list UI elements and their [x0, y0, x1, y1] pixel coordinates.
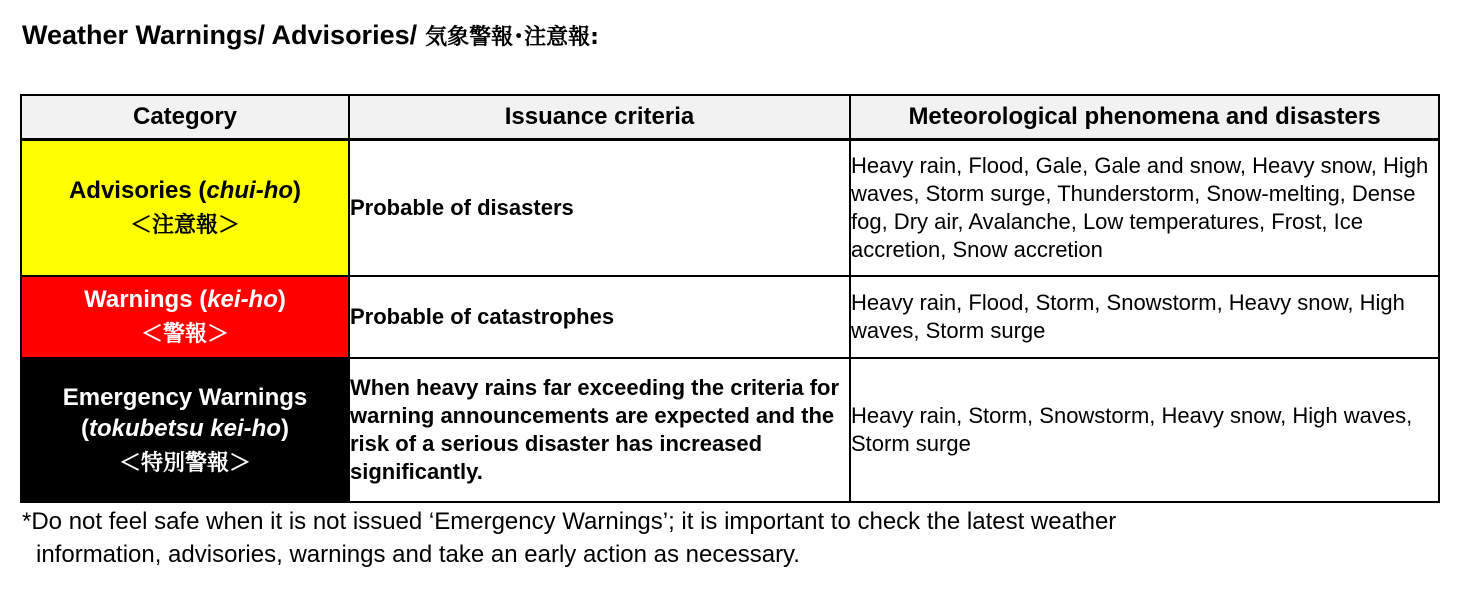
title-japanese: 気象警報･注意報:: [425, 25, 599, 50]
category-close: ): [281, 414, 289, 442]
header-category: Category: [21, 95, 349, 140]
warnings-table: [20, 94, 1440, 503]
category-close: ): [293, 177, 302, 204]
header-phenomena: Meteorological phenomena and disasters: [850, 95, 1439, 140]
footnote-line-2: information, advisories, warnings and take an early action as necessary.: [36, 541, 800, 568]
phenomena-advisories: Heavy rain, Flood, Gale, Gale and snow, Heavy snow, High waves, Storm surge, Thunderstorm, Snow-melting, Dense fog, Dry air, Avalanche, Low temperatures, Frost, Ice accretion, Snow accretion: [850, 140, 1439, 277]
category-japanese: ＜注意報＞: [129, 213, 240, 238]
criteria-advisories: Probable of disasters: [349, 140, 850, 277]
category-romaji: chui-ho: [206, 177, 294, 204]
phenomena-emergency-warnings: Heavy rain, Storm, Snowstorm, Heavy snow, High waves, Storm surge: [850, 358, 1439, 502]
category-japanese: ＜特別警報＞: [118, 450, 251, 476]
title-english: Weather Warnings/ Advisories/: [22, 20, 418, 50]
table-row-advisories: [21, 140, 1439, 277]
category-romaji: kei-ho: [207, 286, 278, 313]
category-label: Advisories (: [68, 177, 207, 204]
category-romaji: tokubetsu kei-ho: [88, 414, 281, 442]
phenomena-warnings: Heavy rain, Flood, Storm, Snowstorm, Heavy snow, High waves, Storm surge: [850, 276, 1439, 358]
category-label: Warnings (: [84, 286, 208, 313]
table-row-emergency-warnings: [21, 358, 1439, 502]
category-label: Emergency Warnings: [62, 383, 308, 411]
category-japanese: ＜警報＞: [140, 322, 229, 347]
category-warnings: [21, 276, 349, 358]
criteria-warnings: Probable of catastrophes: [349, 276, 850, 358]
category-close: ): [277, 286, 286, 313]
table-row-warnings: [21, 276, 1439, 358]
table-header-row: [21, 95, 1439, 140]
category-advisories: [21, 140, 349, 277]
category-emergency-warnings: [21, 358, 349, 502]
header-issuance-criteria: Issuance criteria: [349, 95, 850, 140]
footnote-line-1: *Do not feel safe when it is not issued ‘Emergency Warnings’; it is important to check the latest weather: [22, 508, 1117, 535]
page-title: [22, 20, 599, 51]
footnote: [22, 505, 1438, 571]
category-open: (: [80, 414, 89, 442]
criteria-emergency-warnings: When heavy rains far exceeding the criteria for warning announcements are expected and the risk of a serious disaster has increased significantly.: [349, 358, 850, 502]
